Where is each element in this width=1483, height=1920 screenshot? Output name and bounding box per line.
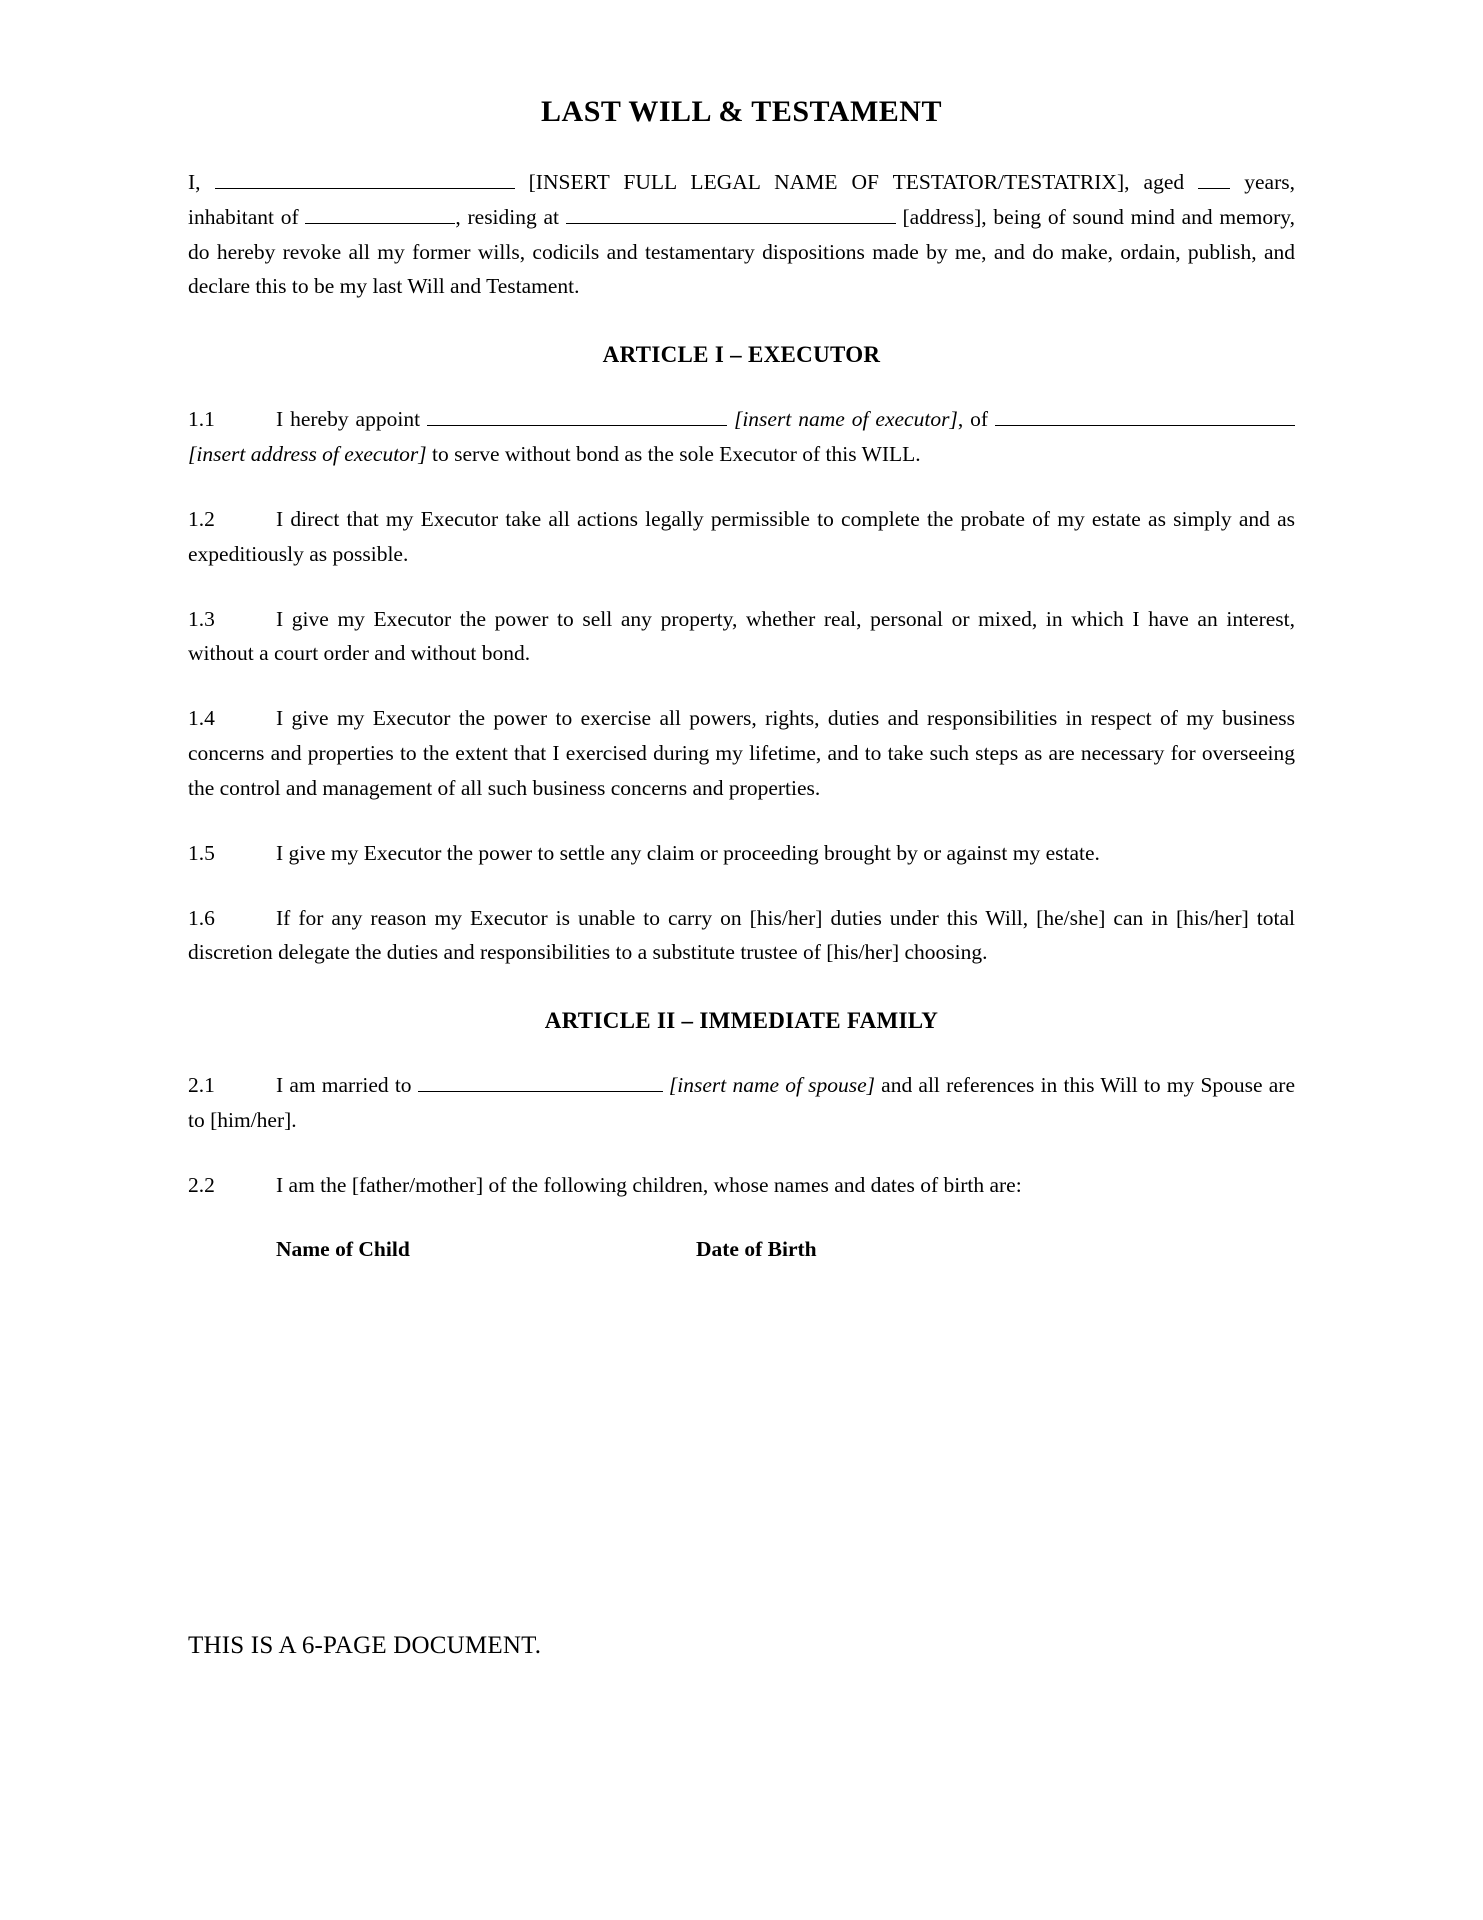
- clause-2-2: [188, 1168, 1295, 1203]
- preamble-paragraph: [188, 165, 1295, 304]
- executor-address-hint: [insert address of executor]: [188, 442, 427, 467]
- clause-text: I give my Executor the power to exercise all powers, rights, duties and responsibilities in respect of my business concerns and properties to the extent that I exercised during my lifetime, and to take such steps as are necessary for overseeing the control and management of all such business concerns and properties.: [188, 706, 1295, 800]
- clause-number: 2.2: [188, 1172, 215, 1197]
- clause-text: I am the [father/mother] of the following children, whose names and dates of birth are:: [276, 1172, 1022, 1197]
- clause-1-3: [188, 602, 1295, 672]
- preamble-text-1: I,: [188, 170, 215, 194]
- page-count-note: THIS IS A 6-PAGE DOCUMENT.: [188, 1632, 542, 1659]
- clause-number: 1.4: [188, 706, 215, 731]
- clause-number: 1.1: [188, 407, 215, 432]
- clause-text-b: and all references in this Will to my Spouse are to [him/her].: [188, 1073, 1295, 1133]
- article-1-heading: ARTICLE I – EXECUTOR: [602, 342, 881, 368]
- address-blank[interactable]: [566, 202, 896, 223]
- clause-number: 1.5: [188, 840, 215, 865]
- clause-text-b: , of: [957, 407, 995, 432]
- preamble-text-4: , residing at: [455, 204, 566, 229]
- spouse-name-hint: [insert name of spouse]: [668, 1073, 875, 1098]
- clause-text: I give my Executor the power to sell any property, whether real, personal or mixed, in which I have an interest, without a court order and without bond.: [188, 606, 1295, 666]
- clause-number: 1.3: [188, 606, 215, 631]
- column-header-name-of-child: Name of Child: [276, 1236, 410, 1261]
- executor-name-blank[interactable]: [427, 405, 727, 426]
- clause-text-a: I am married to: [276, 1073, 418, 1098]
- page-title: LAST WILL & TESTAMENT: [541, 95, 942, 128]
- executor-address-blank[interactable]: [995, 405, 1295, 426]
- preamble-text-5: [address], being of sound mind and memory, do hereby revoke all my former wills, codicils and testamentary dispositions made by me, and do make, ordain, publish, and declare this to be my last Will and Testament.: [188, 204, 1295, 299]
- clause-text: I give my Executor the power to settle any claim or proceeding brought by or against my estate.: [276, 840, 1100, 865]
- inhabitant-blank[interactable]: [305, 202, 455, 223]
- clause-text: I direct that my Executor take all actions legally permissible to complete the probate of my estate as simply and as expeditiously as possible.: [188, 506, 1295, 566]
- clause-1-4: [188, 701, 1295, 805]
- executor-name-hint: [insert name of executor]: [733, 407, 958, 432]
- clause-1-5: [188, 836, 1295, 871]
- clause-1-1: [188, 402, 1295, 472]
- article-2-heading: ARTICLE II – IMMEDIATE FAMILY: [544, 1008, 939, 1034]
- clause-number: 1.2: [188, 506, 215, 531]
- age-blank[interactable]: [1198, 168, 1230, 189]
- clause-number: 1.6: [188, 905, 215, 930]
- clause-text: If for any reason my Executor is unable to carry on [his/her] duties under this Will, [he/she] can in [his/her] total discretion delegate the duties and responsibilities to a substitute trustee of [his/her] choosing.: [188, 905, 1295, 965]
- spouse-name-blank[interactable]: [418, 1071, 663, 1092]
- column-header-date-of-birth: Date of Birth: [696, 1236, 817, 1261]
- clause-2-1: [188, 1068, 1295, 1138]
- clause-text-c: to serve without bond as the sole Executor of this WILL.: [426, 442, 921, 467]
- clause-text-a: I hereby appoint: [276, 407, 427, 432]
- clause-1-2: [188, 502, 1295, 572]
- clause-number: 2.1: [188, 1073, 215, 1098]
- testator-name-blank[interactable]: [215, 168, 515, 189]
- preamble-text-3: years, inhabitant of: [188, 170, 1295, 229]
- clause-1-6: [188, 901, 1295, 971]
- preamble-text-2: [INSERT FULL LEGAL NAME OF TESTATOR/TESTATRIX], aged: [514, 170, 1199, 194]
- children-table-header: [188, 1237, 1295, 1262]
